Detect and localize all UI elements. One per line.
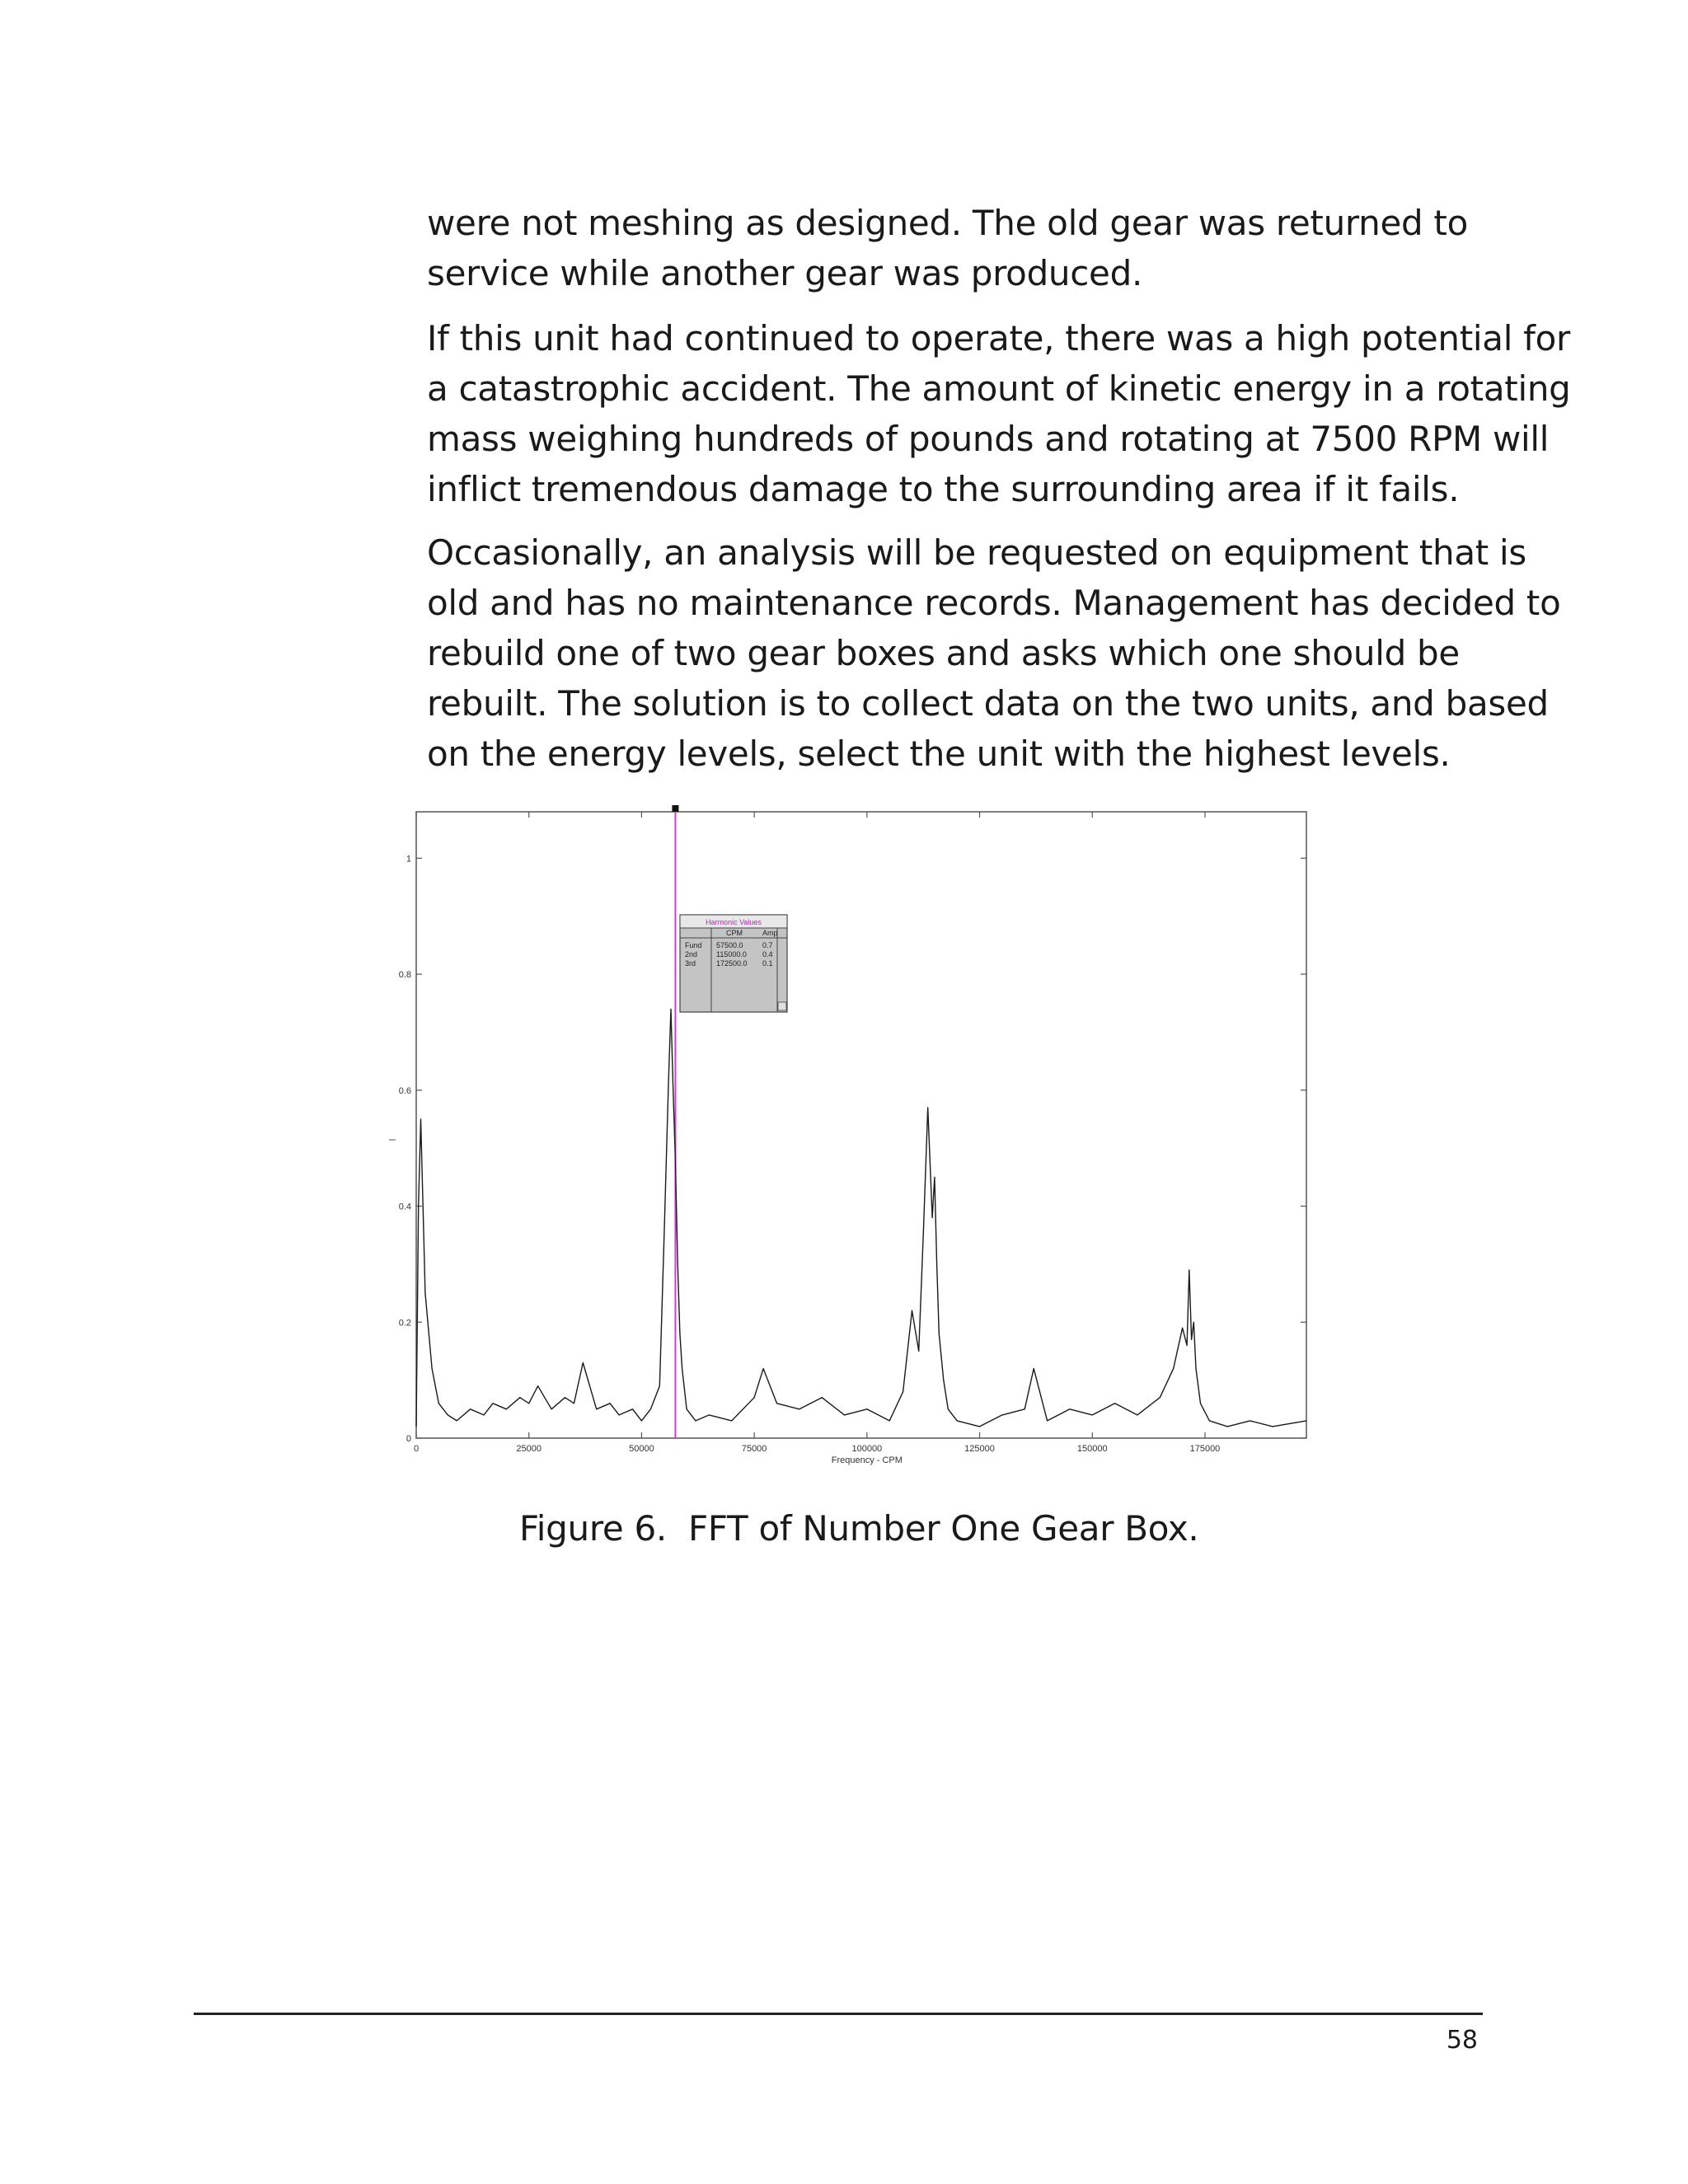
cursor-handle [672,805,678,812]
x-tick-label: 0 [413,1444,420,1454]
paragraph-line: old and has no maintenance records. Management has decided to [427,583,1561,623]
harmonic-cell: 2nd [685,950,698,958]
harmonic-cell: 0.1 [762,959,773,968]
x-tick-label: 150000 [1076,1444,1108,1454]
harmonic-header-cell: Amp [762,929,778,937]
paragraph-line: on the energy levels, select the unit with the highest levels. [427,733,1451,774]
y-tick-label: 0.8 [398,970,411,981]
y-tick-label: 1 [406,854,411,865]
paragraph-line: inflict tremendous damage to the surrounding area if it fails. [427,469,1460,509]
x-tick-label: 25000 [516,1444,542,1454]
y-tick-label: 0 [406,1434,411,1444]
harmonic-cell: 0.7 [762,941,773,949]
harmonic-cell: 115000.0 [716,950,747,958]
paragraph-line: If this unit had continued to operate, there was a high potential for [427,318,1570,359]
x-tick-label: 50000 [629,1444,654,1454]
paragraph-line: rebuild one of two gear boxes and asks which one should be [427,633,1460,673]
figure-caption: Figure 6. FFT of Number One Gear Box. [519,1508,1199,1549]
plot-frame [416,812,1306,1438]
paragraph-line: service while another gear was produced. [427,253,1142,293]
harmonic-header-cell: CPM [726,929,743,937]
harmonic-cell: Fund [685,941,702,949]
page-number: 58 [1446,2026,1478,2055]
x-tick-label: 125000 [964,1444,995,1454]
paragraph-line: Occasionally, an analysis will be requested on equipment that is [427,532,1526,573]
paragraph-3 [427,527,1561,779]
y-tick-label: 0.2 [398,1318,411,1329]
paragraph-2 [427,313,1571,514]
harmonic-cell: 172500.0 [716,959,748,968]
y-tick-label: 0.6 [398,1085,411,1096]
harmonic-scroll-thumb [778,1002,786,1010]
harmonic-box-title: Harmonic Values [706,918,762,926]
paragraph-line: were not meshing as designed. The old gear was returned to [427,203,1468,243]
x-axis-label: Frequency - CPM [831,1455,903,1465]
x-tick-label: 100000 [851,1444,883,1454]
paragraph-line: mass weighing hundreds of pounds and rotating at 7500 RPM will [427,419,1550,459]
footer-rule [194,2013,1483,2015]
fft-figure [379,795,1319,1488]
y-tick-label: 0.4 [398,1202,411,1212]
paragraph-line: rebuilt. The solution is to collect data on the two units, and based [427,683,1549,724]
fft-chart [379,795,1319,1488]
paragraph-line: a catastrophic accident. The amount of kinetic energy in a rotating [427,368,1571,409]
paragraph-1 [427,198,1498,298]
x-tick-label: 75000 [741,1444,767,1454]
harmonic-cell: 3rd [685,959,696,968]
harmonic-cell: 0.4 [762,950,773,958]
harmonic-cell: 57500.0 [716,941,743,949]
x-tick-label: 175000 [1189,1444,1221,1454]
